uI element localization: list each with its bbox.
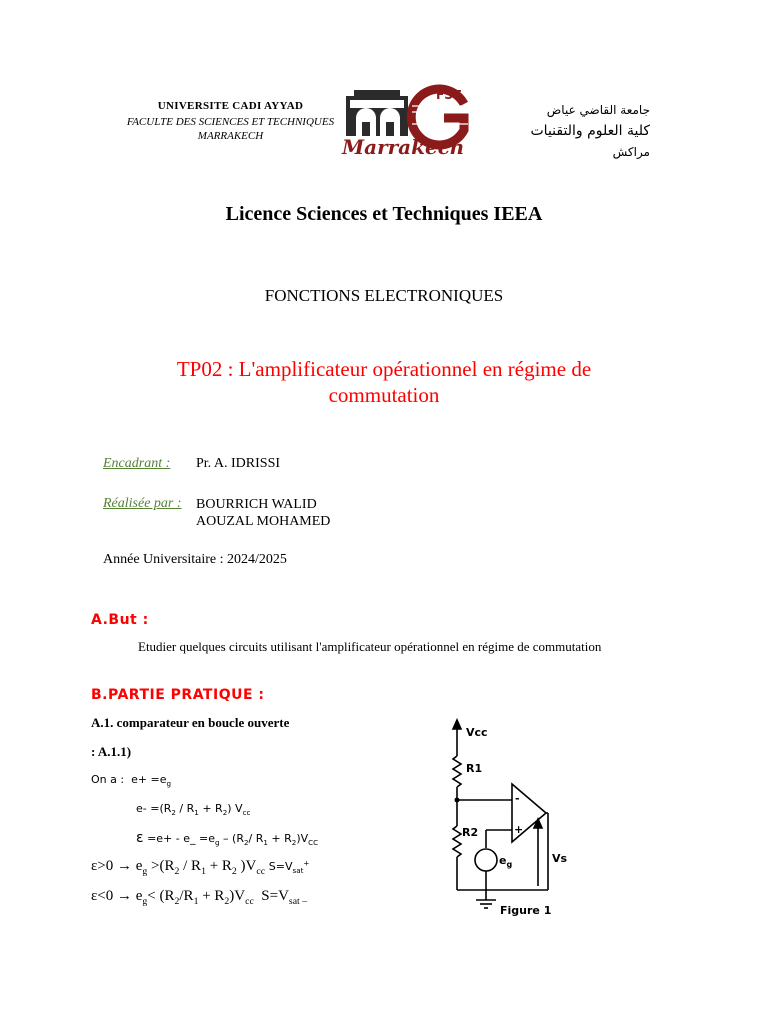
equation-1: On a : $e+ =e_g$	[91, 773, 172, 789]
equation-5: $\varepsilon<0 \to e_g< (R_2/R_1 + R_2)V_{cc}$ $S=V_{sat -}$	[91, 888, 308, 907]
section-b-title: B.PARTIE PRATIQUE :	[91, 687, 265, 703]
academic-year: Année Universitaire : 2024/2025	[103, 552, 287, 567]
arabic-block	[480, 100, 650, 163]
figure-vs-label: Vs	[552, 852, 568, 865]
authors-list	[196, 496, 330, 530]
university-name: UNIVERSITE CADI AYYAD	[157, 100, 304, 112]
equation-2: $e- =(R_2 / R_1 + R_2)$ $V_{cc}$	[136, 802, 251, 818]
city-name: MARRAKECH	[197, 130, 264, 142]
faculty-name: FACULTE DES SCIENCES ET TECHNIQUES	[126, 116, 335, 128]
figure-caption: Figure 1	[500, 904, 552, 917]
section-a-title: A.But :	[91, 612, 149, 628]
subsection-a1: A.1. comparateur en boucle ouverte	[91, 715, 290, 730]
logo-fst-text: FST	[436, 88, 462, 102]
figure-vcc-label: Vcc	[466, 726, 488, 739]
supervisor-row	[103, 456, 170, 472]
section-a-text: Etudier quelques circuits utilisant l'amplificateur opérationnel en régime de commutation	[138, 639, 602, 654]
figure-eg-label: $e_g$	[499, 854, 513, 869]
arabic-university: جامعة القاضي عياض	[546, 103, 650, 117]
tp-title-line1: TP02 : L'amplificateur opérationnel en régime de	[176, 357, 592, 381]
figure-1-circuit	[430, 718, 570, 924]
equation-3: ε =e+ - e_ $=e_g - (R_2/$ $R_1 + R_2)V_{CC}$	[136, 830, 319, 848]
equation-4: $\varepsilon>0 \to e_g >(R_2 / R_1 + R_2$ )$V_{cc}$ $S=V_{sat}^+$	[91, 858, 310, 877]
tp-title	[0, 356, 768, 408]
tp-title-line2: commutation	[328, 383, 440, 407]
authors-label-row	[103, 496, 182, 512]
university-block	[118, 100, 343, 142]
author-1: BOURRICH WALID	[196, 497, 317, 512]
figure-r1-label: R1	[466, 762, 483, 775]
program-title: Licence Sciences et Techniques IEEA	[225, 203, 543, 225]
fst-marrakech-logo	[340, 82, 480, 160]
arabic-faculty: كلية العلوم والتقنيات	[530, 123, 650, 139]
authors-label: Réalisée par :	[103, 496, 182, 511]
arabic-city: مراكش	[612, 145, 650, 159]
course-title: FONCTIONS ELECTRONIQUES	[264, 286, 504, 305]
supervisor-name: Pr. A. IDRISSI	[196, 456, 281, 471]
figure-minus-label: -	[515, 792, 520, 805]
logo-city-text: Marrakech	[342, 135, 465, 159]
subsection-a11: : A.1.1)	[91, 744, 132, 759]
author-2: AOUZAL MOHAMED	[196, 514, 331, 529]
figure-plus-label: +	[514, 823, 524, 836]
supervisor-label: Encadrant :	[103, 456, 171, 471]
figure-r2-label: R2	[462, 826, 479, 839]
